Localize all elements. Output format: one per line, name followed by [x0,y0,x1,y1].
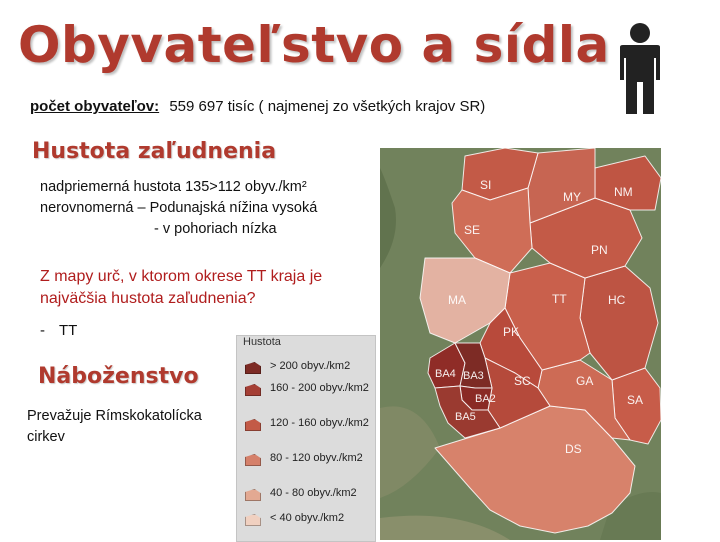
map-label-PK: PK [503,325,520,339]
legend-swatch [245,454,261,466]
map-label-SI: SI [480,178,492,192]
density-line-2: nerovnomerná – Podunajská nížina vysoká [40,200,318,216]
population-note: ( najmenej zo všetkých krajov SR) [258,98,486,115]
population-value: 559 697 tisíc [169,98,255,115]
map-question: Z mapy urč, v ktorom okrese TT kraja je najväčšia hustota zaľudnenia? [40,268,323,307]
legend-swatch [245,514,261,526]
map-label-GA: GA [576,374,594,388]
religion-text: Prevažuje Rímskokatolícka cirkev [27,408,202,445]
religion-heading: Náboženstvo [38,364,199,389]
legend-label: > 200 obyv./km2 [270,360,351,372]
map-label-MY: MY [563,190,581,204]
density-line-3: - v pohoriach nízka [154,221,277,237]
map-label-NM: NM [614,185,633,199]
legend-label: < 40 obyv./km2 [270,512,345,524]
map-label-SC: SC [514,374,531,388]
density-line-1: nadpriemerná hustota 135>112 obyv./km² [40,179,307,195]
map-label-MA: MA [448,293,466,307]
legend-label: 40 - 80 obyv./km2 [270,487,357,499]
density-description [40,177,317,240]
map-label-BA5: BA5 [455,411,476,423]
map-label-HC: HC [608,293,626,307]
map-label-TT: TT [552,292,567,306]
map-label-BA4: BA4 [435,368,456,380]
legend-title: Hustota [243,336,281,348]
district-density-map [380,148,661,540]
map-label-BA2: BA2 [475,393,496,405]
population-label: počet obyvateľov: [30,98,160,115]
density-legend [236,335,376,542]
legend-swatch [245,489,261,501]
answer [40,322,77,339]
map-label-BA3: BA3 [463,370,484,382]
legend-swatch [245,362,261,374]
map-label-SE: SE [464,223,481,237]
population-line [30,98,485,115]
legend-swatch [245,419,261,431]
density-heading: Hustota zaľudnenia [32,139,277,164]
person-icon [612,22,668,118]
map-label-DS: DS [565,442,582,456]
page-title: Obyvateľstvo a sídla [18,16,610,74]
map-label-SA: SA [627,393,644,407]
legend-swatch [245,384,261,396]
legend-label: 120 - 160 obyv./km2 [270,417,369,429]
answer-dash: - [40,322,45,339]
answer-text: TT [59,322,78,339]
legend-label: 80 - 120 obyv./km2 [270,452,363,464]
map-label-PN: PN [591,243,608,257]
legend-label: 160 - 200 obyv./km2 [270,382,369,394]
